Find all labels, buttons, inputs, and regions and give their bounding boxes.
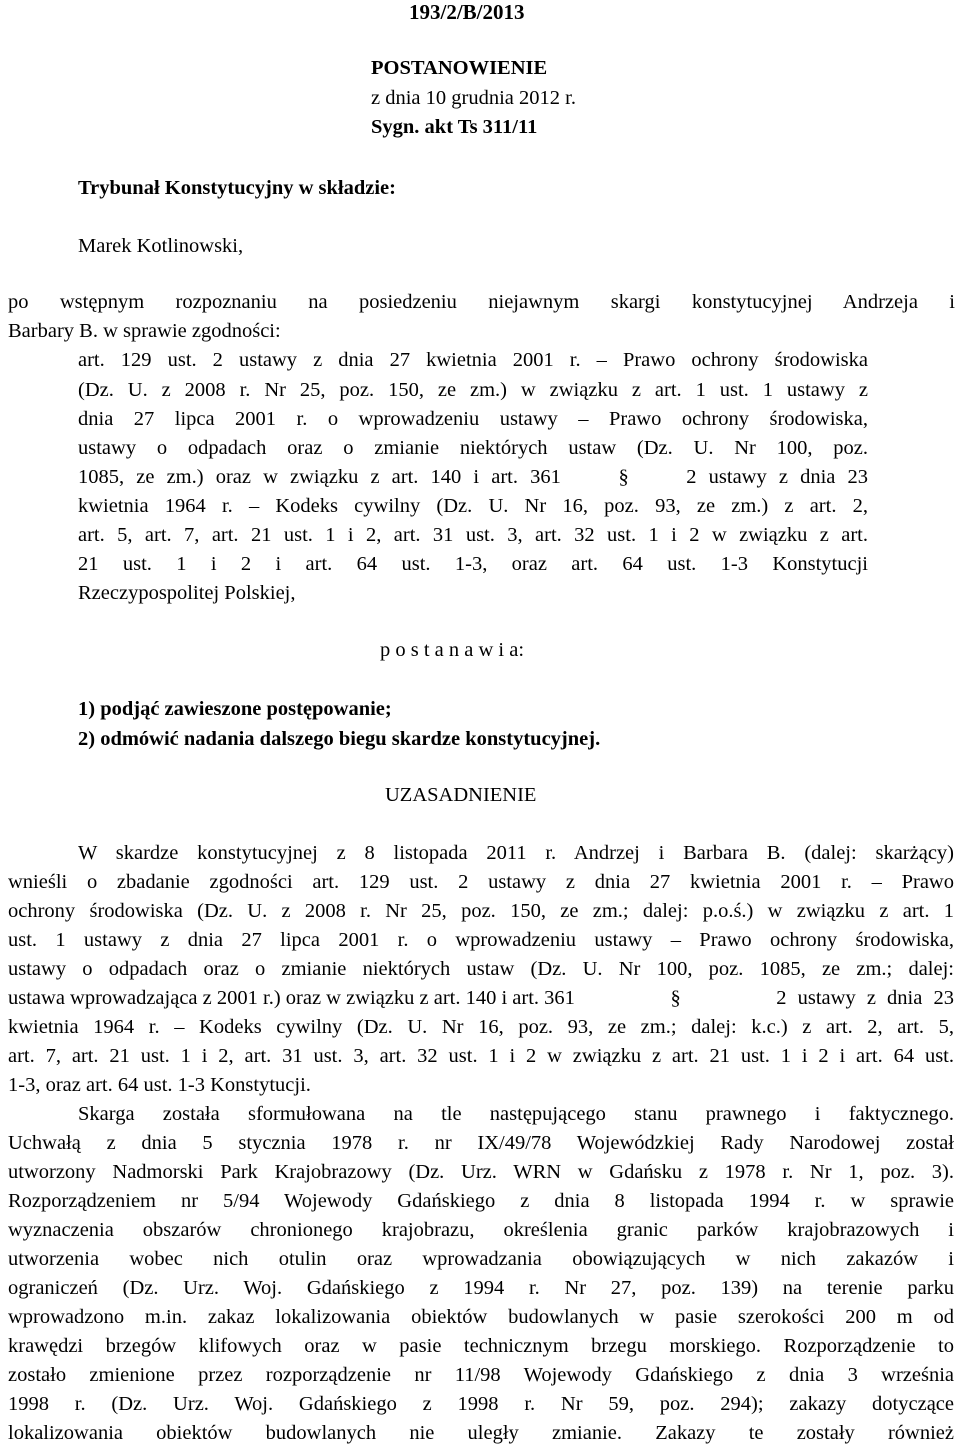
reasons-heading: UZASADNIENIE [385,784,537,806]
paragraph-line: 1-3, oraz art. 64 ust. 1-3 Konstytucji. [8,1074,311,1096]
subject-line: 21 ust. 1 i 2 i art. 64 ust. 1-3, oraz art. 64 ust. 1-3 Konstytucji [78,553,868,575]
paragraph-line: ochrony środowiska (Dz. U. z 2008 r. Nr 25, poz. 150, ze zm.; dalej: p.o.ś.) w związku z art. 1 [8,900,954,922]
case-signature: Sygn. akt Ts 311/11 [371,116,538,138]
paragraph-line: zostało zmienione przez rozporządzenie nr 11/98 Wojewody Gdańskiego z dnia 3 września [8,1364,954,1386]
subject-text: 1085, ze zm.) oraz w związku z art. 140 i art. 361 [78,466,561,488]
judge-name: Marek Kotlinowski, [78,235,244,257]
paragraph-line: Uchwałą z dnia 5 stycznia 1978 r. nr IX/49/78 Wojewódzkiej Rady Narodowej został [8,1132,954,1154]
subject-line: Rzeczypospolitej Polskiej, [78,582,296,604]
subject-text: 2 ustawy z dnia 23 [686,466,868,488]
paragraph-line: Skarga została sformułowana na tle następującego stanu prawnego i faktycznego. [78,1103,954,1125]
subject-line [78,467,868,488]
document-reference: 193/2/B/2013 [409,0,525,24]
preamble-line: po wstępnym rozpoznaniu na posiedzeniu niejawnym skargi konstytucyjnej Andrzeja i [8,291,955,313]
paragraph-line: krawędzi brzegów klifowych oraz w pasie technicznym brzegu morskiego. Rozporządzenie to [8,1335,954,1357]
subject-line: kwietnia 1964 r. – Kodeks cywilny (Dz. U. Nr 16, poz. 93, ze zm.) z art. 2, [78,495,868,517]
paragraph-line: utworzenia wobec nich otulin oraz wprowadzania obowiązujących w nich zakazów i [8,1248,954,1270]
preamble-line: Barbary B. w sprawie zgodności: [8,320,281,342]
paragraph-text: ustawa wprowadzająca z 2001 r.) oraz w związku z art. 140 i art. 361 [8,987,575,1009]
paragraph-line: W skardze konstytucyjnej z 8 listopada 2011 r. Andrzej i Barbara B. (dalej: skarżący) [78,842,954,864]
section-sign: § [670,987,681,1009]
section-sign: § [618,466,629,488]
subject-line: art. 129 ust. 2 ustawy z dnia 27 kwietnia 2001 r. – Prawo ochrony środowiska [78,349,868,371]
paragraph-line [8,988,954,1009]
subject-line: (Dz. U. z 2008 r. Nr 25, poz. 150, ze zm.) w związku z art. 1 ust. 1 ustawy z [78,379,868,401]
paragraph-line: utworzony Nadmorski Park Krajobrazowy (Dz. Urz. WRN w Gdańsku z 1978 r. Nr 1, poz. 3). [8,1161,954,1183]
subject-line: ustawy o odpadach oraz o zmianie niektórych ustaw (Dz. U. Nr 100, poz. [78,437,868,459]
decision-date: z dnia 10 grudnia 2012 r. [371,87,576,109]
decides-heading: p o s t a n a w i a: [380,639,525,661]
paragraph-line: 1998 r. (Dz. Urz. Woj. Gdańskiego z 1998 r. Nr 59, poz. 294); zakazy dotyczące [8,1393,954,1415]
paragraph-line: wnieśli o zbadanie zgodności art. 129 ust. 2 ustawy z dnia 27 kwietnia 2001 r. – Prawo [8,871,954,893]
paragraph-line: ustawy o odpadach oraz o zmianie niektórych ustaw (Dz. U. Nr 100, poz. 1085, ze zm.; dalej: [8,958,954,980]
paragraph-text: 2 ustawy z dnia 23 [776,987,954,1009]
paragraph-line: lokalizowania obiektów budowlanych nie uległy zmianie. Zakazy te zostały również [8,1422,954,1444]
paragraph-line: kwietnia 1964 r. – Kodeks cywilny (Dz. U. Nr 16, poz. 93, ze zm.; dalej: k.c.) z art. 2, art. 5, [8,1016,954,1038]
paragraph-line: ust. 1 ustawy z dnia 27 lipca 2001 r. o wprowadzeniu ustawy – Prawo ochrony środowiska, [8,929,954,951]
panel-heading: Trybunał Konstytucyjny w składzie: [78,177,396,199]
subject-line: art. 5, art. 7, art. 21 ust. 1 i 2, art. 31 ust. 3, art. 32 ust. 1 i 2 w związku z art. [78,524,868,546]
paragraph-line: wprowadzono m.in. zakaz lokalizowania obiektów budowlanych w pasie szerokości 200 m od [8,1306,954,1328]
paragraph-line: Rozporządzeniem nr 5/94 Wojewody Gdańskiego z dnia 8 listopada 1994 r. w sprawie [8,1190,954,1212]
document-title: POSTANOWIENIE [371,57,548,79]
ruling-item: 2) odmówić nadania dalszego biegu skardze konstytucyjnej. [78,728,601,750]
subject-line: dnia 27 lipca 2001 r. o wprowadzeniu ustawy – Prawo ochrony środowiska, [78,408,868,430]
ruling-item: 1) podjąć zawieszone postępowanie; [78,698,392,720]
paragraph-line: art. 7, art. 21 ust. 1 i 2, art. 31 ust. 3, art. 32 ust. 1 i 2 w związku z art. 21 ust. 1 i 2 i art. 64 ust. [8,1045,954,1067]
paragraph-line: wyznaczenia obszarów chronionego krajobrazu, określenia granic parków krajobrazowych i [8,1219,954,1241]
paragraph-line: ograniczeń (Dz. Urz. Woj. Gdańskiego z 1994 r. Nr 27, poz. 139) na terenie parku [8,1277,954,1299]
